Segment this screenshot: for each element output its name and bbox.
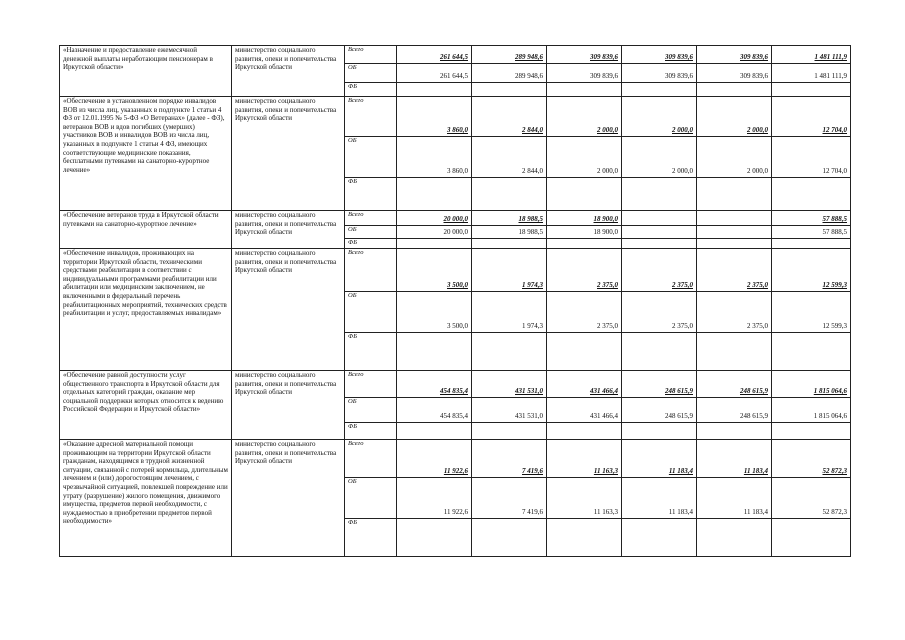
program-funding-table — [59, 45, 851, 557]
amount-cell: 11 922,6 — [397, 478, 472, 519]
total-amount-cell: 52 872,3 — [772, 478, 851, 519]
amount-cell: 11 183,4 — [697, 478, 772, 519]
amount-cell: 309 839,6 — [622, 46, 697, 64]
amount-cell: 248 615,9 — [697, 371, 772, 398]
funding-source: Всего — [345, 46, 397, 64]
amount-cell: 248 615,9 — [697, 398, 772, 423]
funding-source: Всего — [345, 371, 397, 398]
amount-cell: 309 839,6 — [697, 64, 772, 83]
amount-cell: 2 375,0 — [697, 292, 772, 333]
amount-cell: 2 844,0 — [472, 137, 547, 178]
amount-cell: 7 419,6 — [472, 440, 547, 478]
amount-cell: 1 974,3 — [472, 249, 547, 292]
funding-source: ОБ — [345, 478, 397, 519]
amount-cell: 431 531,0 — [472, 371, 547, 398]
total-amount-cell: 57 888,5 — [772, 211, 851, 226]
amount-cell — [697, 333, 772, 371]
event-description: «Обеспечение ветеранов труда в Иркутской области путевками на санаторно-курортное лечение» — [60, 211, 232, 249]
amount-cell — [697, 178, 772, 211]
amount-cell: 11 183,4 — [697, 440, 772, 478]
amount-cell — [547, 83, 622, 97]
amount-cell: 431 531,0 — [472, 398, 547, 423]
amount-cell — [622, 178, 697, 211]
amount-cell: 261 644,5 — [397, 64, 472, 83]
table-row — [60, 46, 851, 64]
funding-source: Всего — [345, 97, 397, 137]
total-amount-cell: 1 815 064,6 — [772, 398, 851, 423]
amount-cell: 2 000,0 — [547, 137, 622, 178]
amount-cell: 2 000,0 — [622, 137, 697, 178]
responsible-executor: министерство социального развития, опеки и попечительства Иркутской области — [232, 97, 345, 211]
amount-cell — [622, 333, 697, 371]
funding-source: ФБ — [345, 239, 397, 249]
amount-cell: 11 183,4 — [622, 440, 697, 478]
responsible-executor: министерство социального развития, опеки и попечительства Иркутской области — [232, 249, 345, 371]
amount-cell — [397, 423, 472, 440]
amount-cell — [697, 423, 772, 440]
event-description: «Обеспечение равной доступности услуг общественного транспорта в Иркутской области для отдельных категорий граждан, оказание мер социальной поддержки которых относится к ведению Российской Федерации и Иркутской области» — [60, 371, 232, 440]
amount-cell: 2 000,0 — [697, 137, 772, 178]
amount-cell: 2 844,0 — [472, 97, 547, 137]
amount-cell: 2 375,0 — [697, 249, 772, 292]
amount-cell: 309 839,6 — [547, 64, 622, 83]
amount-cell: 2 000,0 — [697, 97, 772, 137]
amount-cell: 2 000,0 — [622, 97, 697, 137]
table-row — [60, 97, 851, 137]
amount-cell — [397, 178, 472, 211]
amount-cell — [397, 519, 472, 557]
funding-source: ФБ — [345, 83, 397, 97]
amount-cell: 11 922,6 — [397, 440, 472, 478]
amount-cell: 248 615,9 — [622, 371, 697, 398]
amount-cell: 11 163,3 — [547, 478, 622, 519]
funding-source: ФБ — [345, 178, 397, 211]
total-amount-cell: 1 815 064,6 — [772, 371, 851, 398]
amount-cell — [622, 519, 697, 557]
amount-cell: 309 839,6 — [622, 64, 697, 83]
funding-source: ФБ — [345, 333, 397, 371]
total-amount-cell — [772, 423, 851, 440]
amount-cell: 11 183,4 — [622, 478, 697, 519]
amount-cell: 18 900,0 — [547, 211, 622, 226]
amount-cell: 431 466,4 — [547, 398, 622, 423]
amount-cell: 261 644,5 — [397, 46, 472, 64]
table-row — [60, 371, 851, 398]
amount-cell — [472, 519, 547, 557]
amount-cell — [397, 239, 472, 249]
amount-cell — [472, 83, 547, 97]
amount-cell: 18 988,5 — [472, 226, 547, 239]
amount-cell — [622, 226, 697, 239]
table-row — [60, 440, 851, 478]
amount-cell: 20 000,0 — [397, 226, 472, 239]
funding-source: Всего — [345, 249, 397, 292]
amount-cell — [622, 423, 697, 440]
amount-cell: 454 835,4 — [397, 371, 472, 398]
amount-cell: 20 000,0 — [397, 211, 472, 226]
amount-cell — [547, 423, 622, 440]
responsible-executor: министерство социального развития, опеки и попечительства Иркутской области — [232, 371, 345, 440]
total-amount-cell: 12 599,3 — [772, 249, 851, 292]
total-amount-cell: 1 481 111,9 — [772, 64, 851, 83]
amount-cell — [697, 226, 772, 239]
responsible-executor: министерство социального развития, опеки и попечительства Иркутской области — [232, 46, 345, 97]
amount-cell: 309 839,6 — [697, 46, 772, 64]
amount-cell: 309 839,6 — [547, 46, 622, 64]
amount-cell: 431 466,4 — [547, 371, 622, 398]
funding-source: Всего — [345, 440, 397, 478]
amount-cell — [697, 519, 772, 557]
total-amount-cell: 12 704,0 — [772, 97, 851, 137]
total-amount-cell — [772, 178, 851, 211]
amount-cell — [697, 239, 772, 249]
amount-cell: 2 375,0 — [547, 292, 622, 333]
total-amount-cell — [772, 83, 851, 97]
amount-cell — [697, 211, 772, 226]
total-amount-cell: 52 872,3 — [772, 440, 851, 478]
amount-cell: 289 948,6 — [472, 64, 547, 83]
funding-source: ОБ — [345, 292, 397, 333]
amount-cell — [697, 83, 772, 97]
table-row — [60, 211, 851, 226]
amount-cell: 289 948,6 — [472, 46, 547, 64]
amount-cell: 7 419,6 — [472, 478, 547, 519]
amount-cell — [472, 239, 547, 249]
funding-source: ФБ — [345, 423, 397, 440]
total-amount-cell: 57 888,5 — [772, 226, 851, 239]
amount-cell — [397, 333, 472, 371]
amount-cell — [472, 333, 547, 371]
amount-cell — [547, 178, 622, 211]
responsible-executor: министерство социального развития, опеки и попечительства Иркутской области — [232, 211, 345, 249]
event-description: «Оказание адресной материальной помощи проживающим на территории Иркутской области гражданам, находящимся в трудной жизненной ситуации, связанной с потерей кормильца, длительным лечением и (или) дорогостоящим лечением, с чрезвычайной ситуацией, повлекшей повреждение или утрату (разрушение) жилого помещения, движимого имущества, предметов первой необходимости, с нуждаемостью в приобретении предметов первой необходимости» — [60, 440, 232, 557]
amount-cell — [622, 211, 697, 226]
amount-cell: 248 615,9 — [622, 398, 697, 423]
amount-cell: 1 974,3 — [472, 292, 547, 333]
amount-cell — [622, 83, 697, 97]
amount-cell — [547, 239, 622, 249]
amount-cell — [472, 423, 547, 440]
funding-source: ФБ — [345, 519, 397, 557]
total-amount-cell — [772, 239, 851, 249]
amount-cell: 18 900,0 — [547, 226, 622, 239]
amount-cell: 2 375,0 — [622, 292, 697, 333]
amount-cell: 3 860,0 — [397, 137, 472, 178]
amount-cell: 18 988,5 — [472, 211, 547, 226]
amount-cell — [397, 83, 472, 97]
responsible-executor: министерство социального развития, опеки и попечительства Иркутской области — [232, 440, 345, 557]
event-description: «Обеспечение в установленном порядке инвалидов ВОВ из числа лиц, указанных в подпункте 1 статьи 4 ФЗ от 12.01.1995 № 5-ФЗ «О Ветеранах» (далее - ФЗ), ветеранов ВОВ и вдов погибших (умерших) участников ВОВ и инвалидов ВОВ из числа лиц, указанных в подпункте 1 статьи 4 ФЗ, имеющих соответствующие медицинские показания, бесплатными путевками на санаторно-курортное лечение» — [60, 97, 232, 211]
funding-source: ОБ — [345, 226, 397, 239]
amount-cell: 2 375,0 — [547, 249, 622, 292]
funding-source: Всего — [345, 211, 397, 226]
amount-cell — [547, 519, 622, 557]
amount-cell: 454 835,4 — [397, 398, 472, 423]
event-description: «Назначение и предоставление ежемесячной денежной выплаты неработающим пенсионерам в Иркутской области» — [60, 46, 232, 97]
total-amount-cell: 12 704,0 — [772, 137, 851, 178]
total-amount-cell — [772, 333, 851, 371]
amount-cell: 2 375,0 — [622, 249, 697, 292]
amount-cell: 3 500,0 — [397, 249, 472, 292]
amount-cell: 2 000,0 — [547, 97, 622, 137]
total-amount-cell: 12 599,3 — [772, 292, 851, 333]
event-description: «Обеспечение инвалидов, проживающих на территории Иркутской области, техническими средствами реабилитации в соответствии с индивидуальными программами реабилитации или абилитации или медицинским заключением, не включенными в федеральный перечень реабилитационных мероприятий, технических средств реабилитации и услуг, предоставляемых инвалидам» — [60, 249, 232, 371]
total-amount-cell: 1 481 111,9 — [772, 46, 851, 64]
amount-cell: 3 860,0 — [397, 97, 472, 137]
amount-cell: 11 163,3 — [547, 440, 622, 478]
amount-cell — [622, 239, 697, 249]
funding-source: ОБ — [345, 398, 397, 423]
amount-cell — [547, 333, 622, 371]
total-amount-cell — [772, 519, 851, 557]
amount-cell: 3 500,0 — [397, 292, 472, 333]
amount-cell — [472, 178, 547, 211]
funding-source: ОБ — [345, 64, 397, 83]
funding-source: ОБ — [345, 137, 397, 178]
table-row — [60, 249, 851, 292]
